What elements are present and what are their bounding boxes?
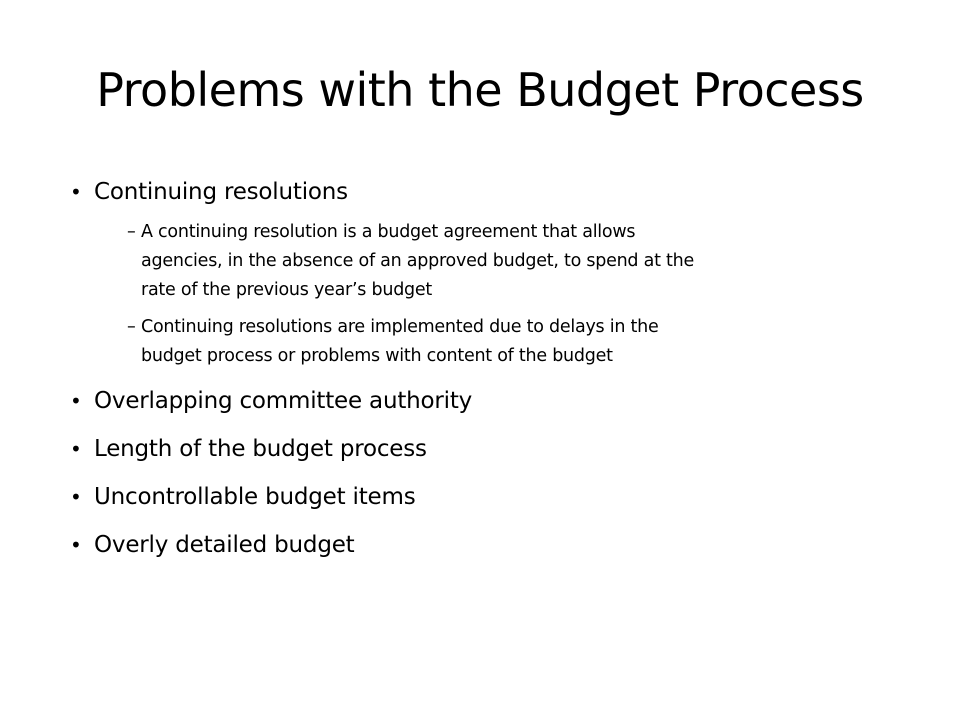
bullet-item	[70, 477, 900, 517]
sub-bullet-line: rate of the previous year’s budget	[141, 280, 433, 300]
bullet-item	[70, 525, 900, 565]
sub-bullet-item	[70, 313, 900, 371]
sub-bullet-line: A continuing resolution is a budget agreement that allows	[141, 222, 636, 242]
bullet-text: Uncontrollable budget items	[94, 484, 416, 510]
sub-bullet-line: Continuing resolutions are implemented due to delays in the	[141, 317, 659, 337]
bullet-dot-icon: •	[70, 389, 82, 413]
bullet-dot-icon: •	[70, 533, 82, 557]
bullet-text: Overly detailed budget	[94, 532, 355, 558]
bullet-list	[70, 172, 900, 565]
bullet-item	[70, 429, 900, 469]
dash-icon: –	[127, 317, 136, 337]
sub-bullet-item	[70, 218, 900, 305]
bullet-text: Overlapping committee authority	[94, 388, 473, 414]
bullet-dot-icon: •	[70, 437, 82, 461]
slide-title: Problems with the Budget Process	[96, 63, 864, 117]
bullet-item	[70, 381, 900, 421]
sub-bullet-line: budget process or problems with content of the budget	[141, 346, 613, 366]
sub-bullet-line: agencies, in the absence of an approved budget, to spend at the	[141, 251, 694, 271]
bullet-text: Length of the budget process	[94, 436, 427, 462]
dash-icon: –	[127, 222, 136, 242]
bullet-text: Continuing resolutions	[94, 179, 348, 205]
bullet-dot-icon: •	[70, 180, 82, 204]
bullet-dot-icon: •	[70, 485, 82, 509]
bullet-item	[70, 172, 900, 212]
sub-bullet-list	[70, 218, 900, 371]
